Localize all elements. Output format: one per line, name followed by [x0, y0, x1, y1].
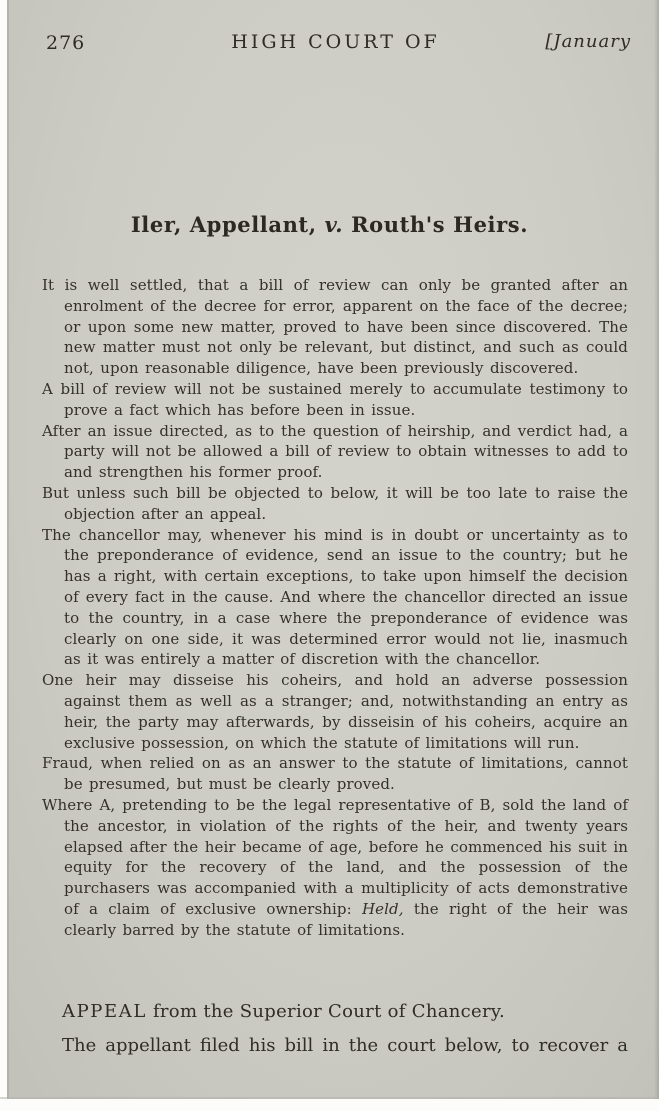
- running-title: HIGH COURT OF: [231, 31, 440, 53]
- appeal-rest: from the Superior Court of Chancery.: [146, 1001, 505, 1022]
- headnote-paragraph: Fraud, when relied on as an answer to the statute of limitations, cannot be presumed, but must be clearly proved.: [42, 754, 628, 794]
- scan-edge-bottom: [0, 1099, 659, 1111]
- headnote-paragraph: It is well settled, that a bill of review can only be granted after an enrolment of the decree for error, apparent on the face of the decree; or upon some new matter, proved to have been since discovered. The new matter must not only be relevant, but distinct, and such as could not, upon reasonable diligence, have been previously discovered.: [42, 276, 628, 378]
- scan-edge-left-line: [7, 0, 9, 1111]
- scan-edge-left: [0, 0, 7, 1111]
- headnote-paragraph: Where A, pretending to be the legal representative of B, sold the land of the ancestor, in violation of the rights of the heir, and twenty years elapsed after the heir became of age, before he commenced his suit in equity for the recovery of the land, and the possession of the purchasers was accompanied with a multiplicity of acts demonstrative of a claim of exclusive ownership: Held, the right of the heir was clearly barred by the statute of limitations.: [42, 795, 628, 939]
- headnote-paragraph: A bill of review will not be sustained merely to accumulate testimony to prove a fact which has before been in issue.: [42, 379, 628, 419]
- case-title-v: v.: [324, 212, 344, 237]
- case-title: [0, 212, 659, 237]
- case-title-right: Routh's Heirs.: [343, 212, 529, 237]
- headnote-paragraph: The chancellor may, whenever his mind is in doubt or uncertainty as to the preponderance of evidence, send an issue to the country; but he has a right, with certain exceptions, to take upon himself the decision of every fact in the cause. And where the chancellor directed an issue to the country, in a case where the preponderance of evidence was clearly on one side, it was determined error would not lie, inasmuch as it was entirely a matter of discretion with the chancellor.: [42, 525, 628, 669]
- headnote-paragraph: But unless such bill be objected to below, it will be too late to raise the objection after an appeal.: [42, 483, 628, 523]
- headnote-paragraph: One heir may disseise his coheirs, and hold an adverse possession against them as well as a stranger; and, notwithstanding an entry as heir, the party may afterwards, by disseisin of his coheirs, acquire an exclusive possession, on which the statute of limitations will run.: [42, 671, 628, 752]
- date-marker: [January: [545, 31, 631, 52]
- headnotes-section: [42, 275, 628, 941]
- appeal-line: [42, 1001, 628, 1022]
- scan-edge-bottom-line: [0, 1097, 659, 1099]
- page-header: [40, 30, 631, 58]
- headnote-paragraph: After an issue directed, as to the question of heirship, and verdict had, a party will not be allowed a bill of review to obtain witnesses to add to and strengthen his former proof.: [42, 421, 628, 482]
- opening-paragraph: The appellant filed his bill in the court below, to recover a: [62, 1035, 628, 1056]
- scan-edge-right: [654, 0, 659, 1111]
- case-title-left: Iler, Appellant,: [130, 212, 325, 237]
- page-number: 276: [46, 32, 86, 54]
- appeal-word: APPEAL: [62, 1001, 147, 1022]
